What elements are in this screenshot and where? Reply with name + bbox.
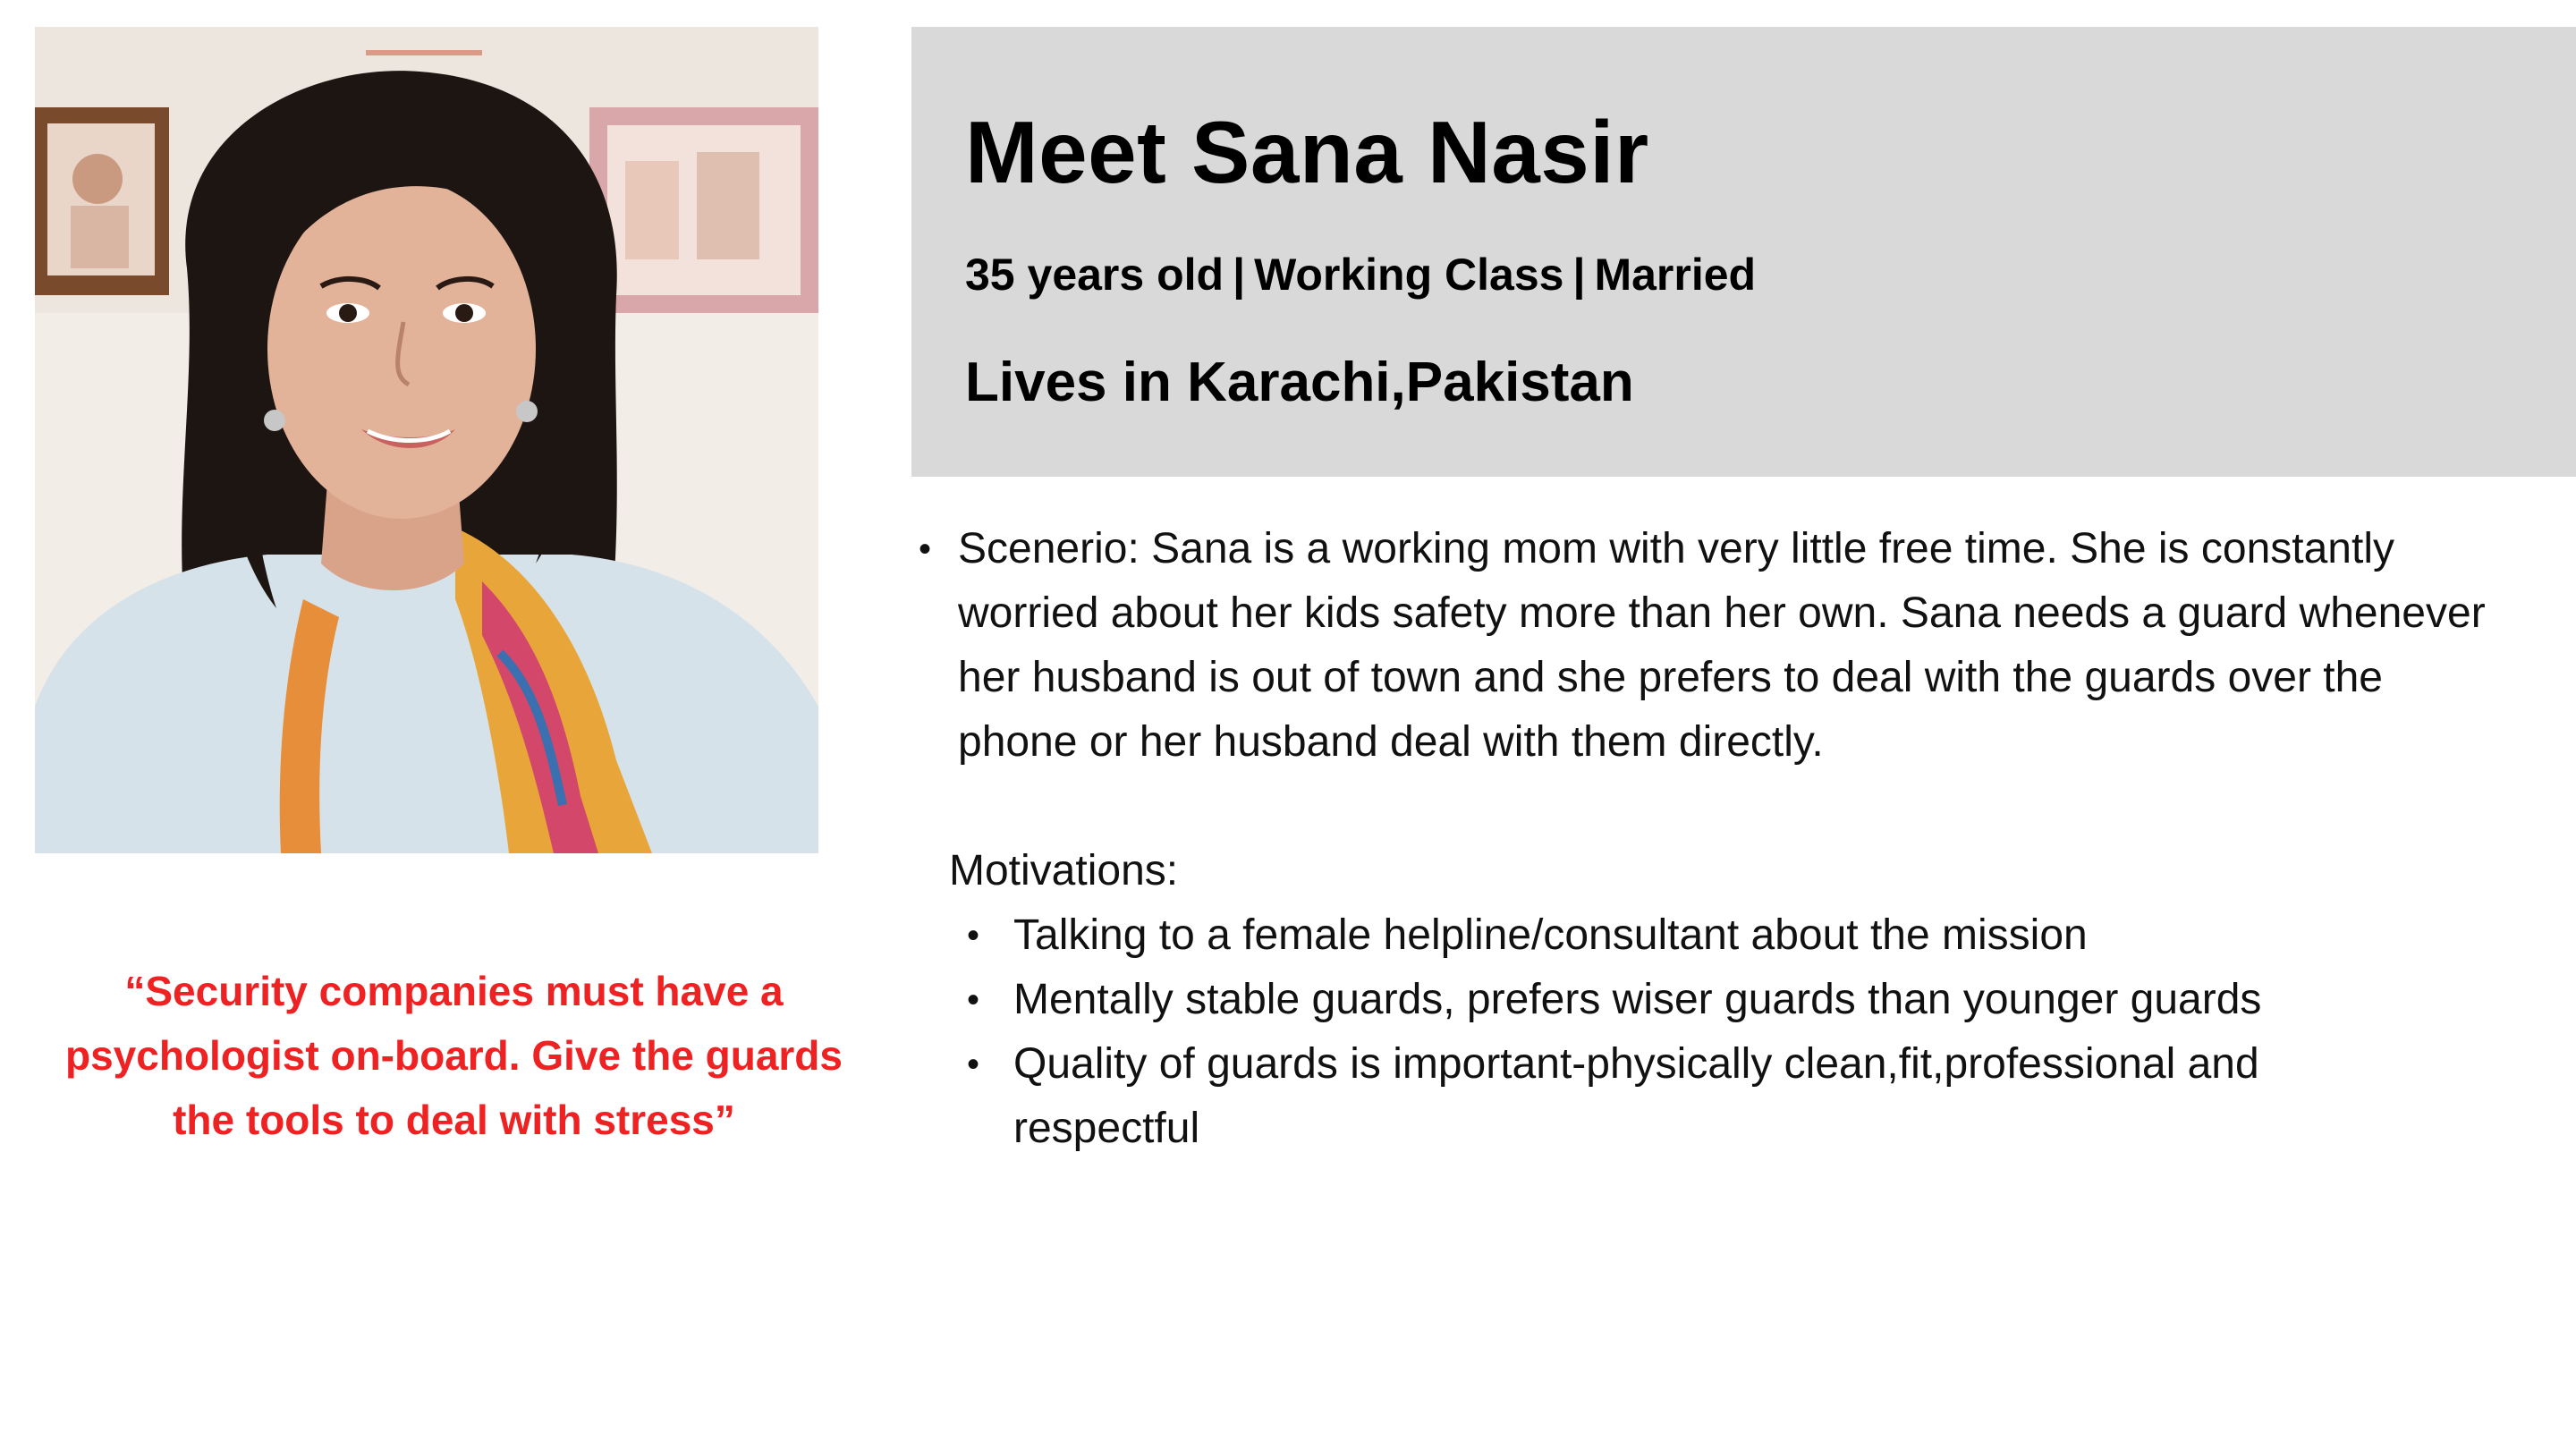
demographic-separator: | — [1233, 250, 1246, 300]
persona-details — [911, 517, 2521, 1161]
persona-demographics — [965, 249, 1756, 301]
motivation-text: Mentally stable guards, prefers wiser guards than younger guards — [1013, 976, 2262, 1023]
list-item — [967, 903, 2373, 968]
bullet-icon: • — [919, 530, 932, 569]
persona-quote: “Security companies must have a psychologist on-board. Give the guards the tools to deal with stress” — [65, 968, 843, 1143]
motivations-list — [911, 903, 2373, 1161]
persona-location: Lives in Karachi,Pakistan — [965, 352, 1634, 413]
bullet-icon: • — [967, 916, 980, 955]
persona-marital-status: Married — [1594, 250, 1757, 300]
bullet-icon: • — [967, 980, 980, 1020]
persona-photo — [35, 27, 818, 853]
persona-age: 35 years old — [965, 250, 1224, 300]
scenario-text: Scenerio: Sana is a working mom with very little free time. She is constantly worried about her kids safety more than her own. Sana needs a guard whenever her husband is out of town and she prefers to deal with the guards over the phone or her husband deal with them directly. — [958, 525, 2486, 766]
list-item — [967, 1032, 2373, 1161]
motivations-heading: Motivations: — [949, 847, 1179, 894]
persona-header-panel — [911, 27, 2576, 477]
demographic-separator: | — [1572, 250, 1586, 300]
persona-portrait-image — [35, 27, 818, 853]
persona-title: Meet Sana Nasir — [965, 103, 1649, 201]
motivation-text: Talking to a female helpline/consultant about the mission — [1013, 911, 2088, 959]
list-item — [967, 968, 2373, 1032]
bullet-icon: • — [967, 1045, 980, 1084]
motivation-text: Quality of guards is important-physically clean,fit,professional and respectful — [1013, 1040, 2259, 1152]
scenario-paragraph — [911, 517, 2496, 775]
persona-class: Working Class — [1254, 250, 1564, 300]
